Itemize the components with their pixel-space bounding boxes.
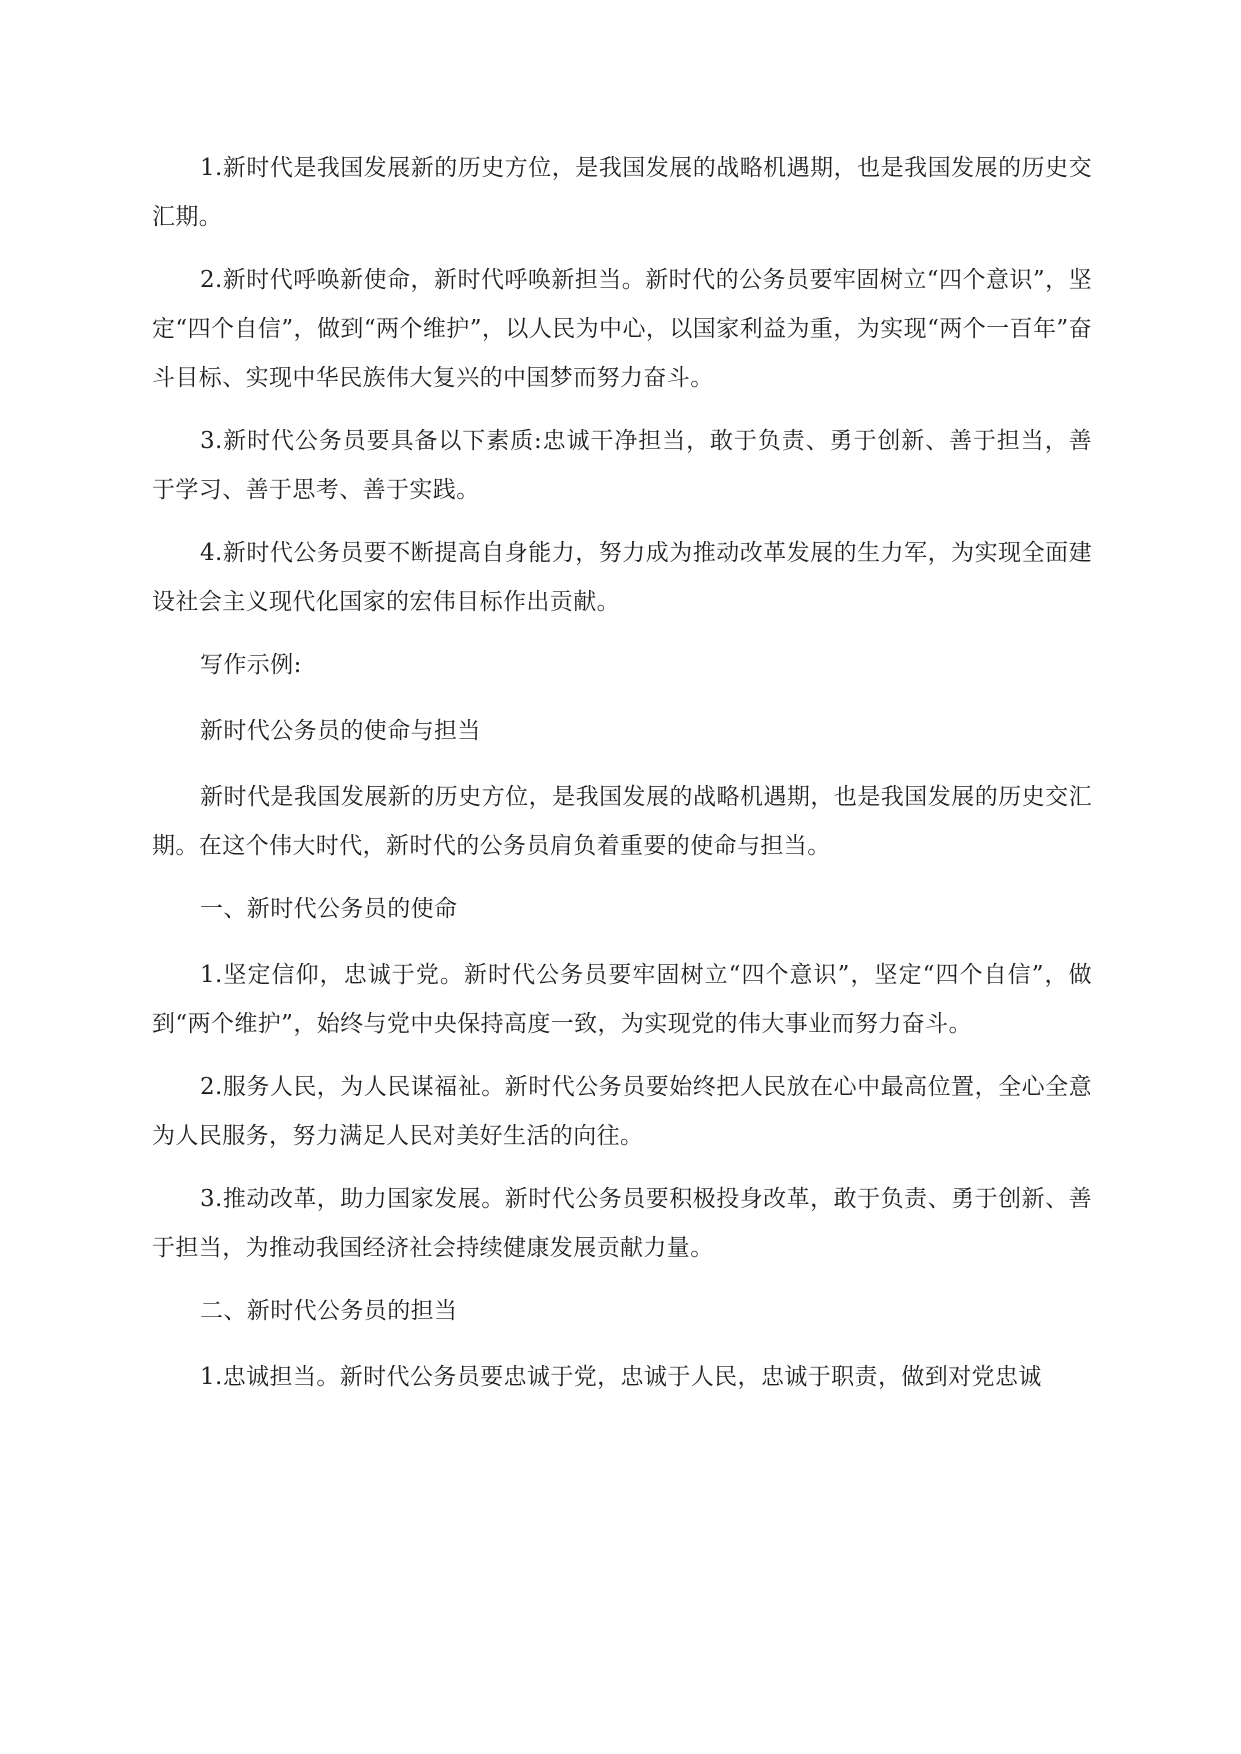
paragraph-point-1: 1.新时代是我国发展新的历史方位，是我国发展的战略机遇期，也是我国发展的历史交汇期。 [152,155,1092,230]
document-body [152,144,1092,1416]
paragraph-point-2: 2.新时代呼唤新使命，新时代呼唤新担当。新时代的公务员要牢固树立“四个意识”，坚定“四个自信”，做到“两个维护”，以人民为中心，以国家利益为重，为实现“两个一百年”奋斗目标、实现中华民族伟大复兴的中国梦而努力奋斗。 [152,267,1092,391]
mission-point-1: 1.坚定信仰，忠诚于党。新时代公务员要牢固树立“四个意识”，坚定“四个自信”，做到“两个维护”，始终与党中央保持高度一致，为实现党的伟大事业而努力奋斗。 [152,962,1092,1037]
paragraph-point-4: 4.新时代公务员要不断提高自身能力，努力成为推动改革发展的生力军，为实现全面建设社会主义现代化国家的宏伟目标作出贡献。 [152,540,1092,615]
paragraph-point-3: 3.新时代公务员要具备以下素质:忠诚干净担当，敢于负责、勇于创新、善于担当，善于学习、善于思考、善于实践。 [152,428,1092,503]
section-heading-responsibility: 二、新时代公务员的担当 [200,1298,458,1324]
responsibility-point-1: 1.忠诚担当。新时代公务员要忠诚于党，忠诚于人民，忠诚于职责，做到对党忠诚 [200,1364,1042,1390]
mission-point-3: 3.推动改革，助力国家发展。新时代公务员要积极投身改革，敢于负责、勇于创新、善于担当，为推动我国经济社会持续健康发展贡献力量。 [152,1186,1092,1261]
writing-example-label: 写作示例: [200,652,302,678]
mission-point-2: 2.服务人民，为人民谋福祉。新时代公务员要始终把人民放在心中最高位置，全心全意为人民服务，努力满足人民对美好生活的向往。 [152,1074,1092,1149]
essay-intro: 新时代是我国发展新的历史方位，是我国发展的战略机遇期，也是我国发展的历史交汇期。在这个伟大时代，新时代的公务员肩负着重要的使命与担当。 [152,784,1092,859]
section-heading-mission: 一、新时代公务员的使命 [200,896,458,922]
essay-title: 新时代公务员的使命与担当 [200,718,481,744]
